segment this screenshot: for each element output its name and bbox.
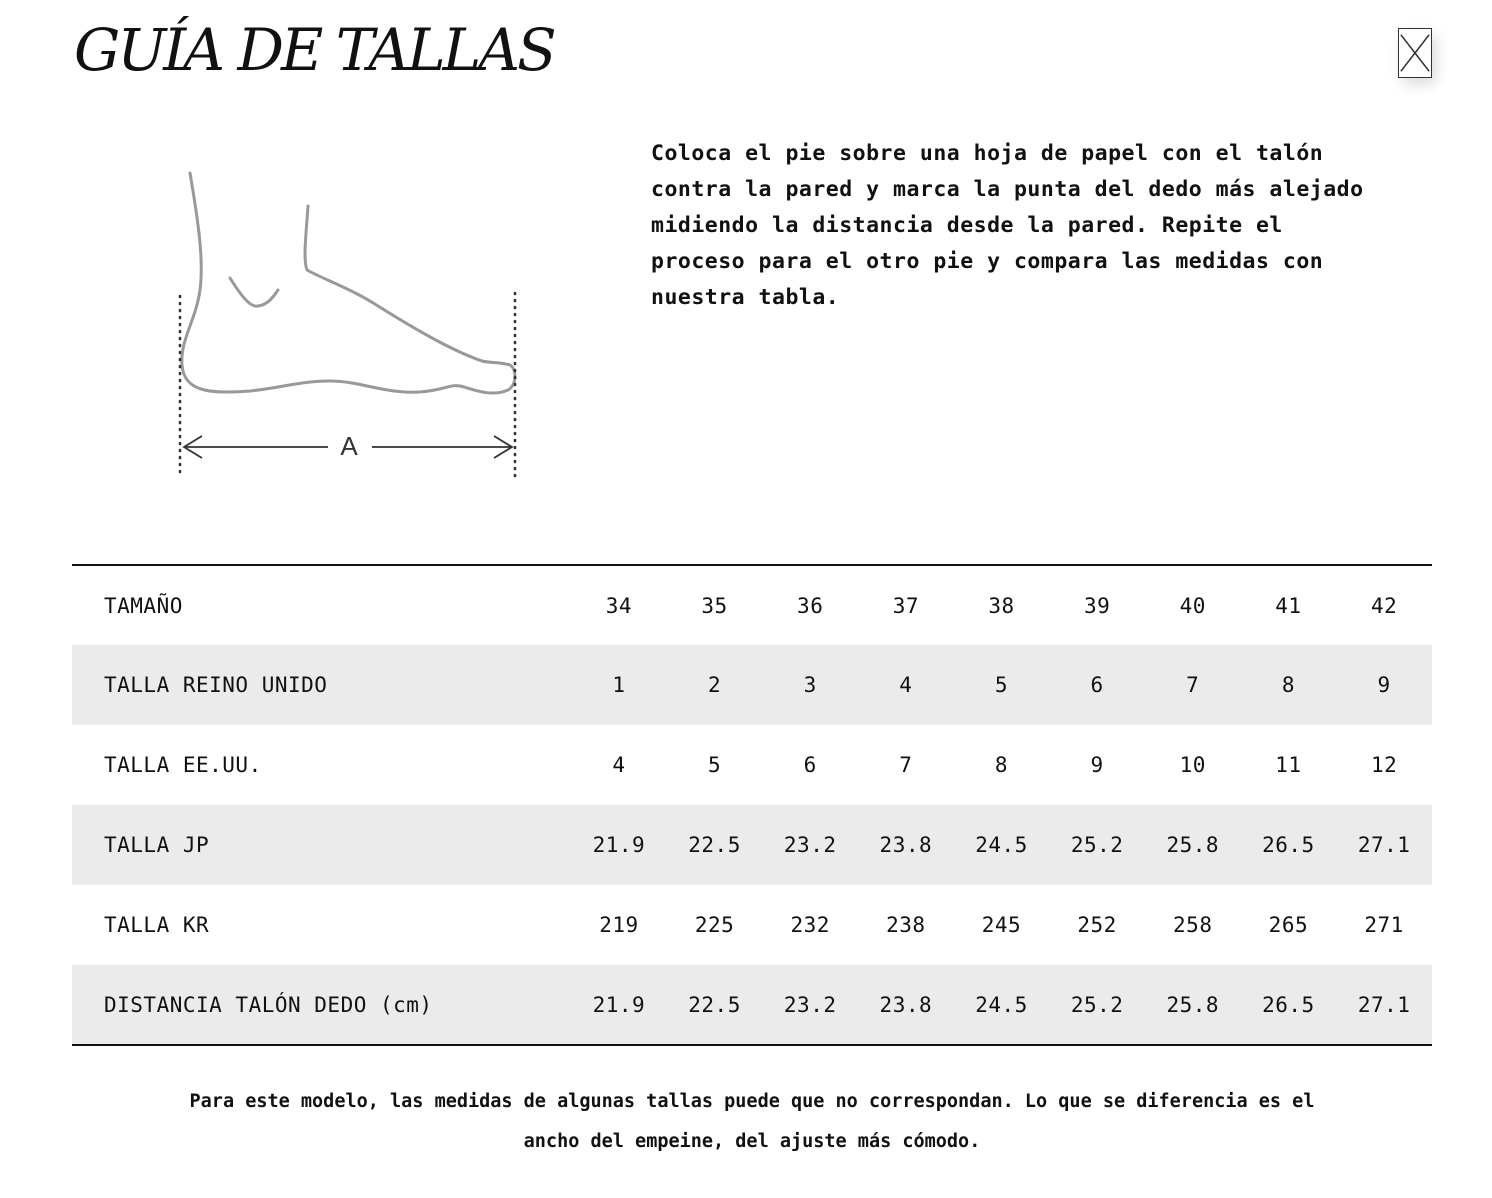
table-cell: 252 xyxy=(1077,913,1117,937)
table-cell: 26.5 xyxy=(1262,833,1315,857)
table-cell: 24.5 xyxy=(975,992,1028,1017)
measurement-instructions: Coloca el pie sobre una hoja de papel con el talón contra la pared y marca la punta del dedo más alejado midiendo la distancia desde la pared. Repite el proceso para el otro pie y compara las medidas con nuestra tabla. xyxy=(651,141,1364,310)
table-cell: 9 xyxy=(1090,753,1104,777)
table-cell: 10 xyxy=(1179,753,1206,777)
table-cell: 4 xyxy=(612,753,626,777)
table-cell: 6 xyxy=(803,753,817,777)
row-label: TALLA REINO UNIDO xyxy=(104,673,328,697)
page-title: GUÍA DE TALLAS xyxy=(74,16,554,84)
row-label: DISTANCIA TALÓN DEDO (cm) xyxy=(104,992,433,1017)
table-cell: 9 xyxy=(1377,673,1391,697)
table-cell: 23.2 xyxy=(783,992,837,1017)
table-cell: 36 xyxy=(797,593,824,618)
table-cell: 245 xyxy=(981,913,1022,937)
table-cell: 258 xyxy=(1173,913,1213,937)
table-cell: 5 xyxy=(994,673,1009,697)
table-cell: 225 xyxy=(694,913,735,937)
table-cell: 6 xyxy=(1090,673,1104,697)
table-cell: 4 xyxy=(899,673,913,697)
close-button[interactable] xyxy=(1398,28,1432,78)
row-label: TAMAÑO xyxy=(104,593,183,618)
table-cell: 21.9 xyxy=(592,833,646,857)
table-cell: 37 xyxy=(892,593,919,618)
table-cell: 35 xyxy=(701,593,728,618)
table-cell: 265 xyxy=(1268,913,1309,937)
table-cell: 24.5 xyxy=(975,833,1028,857)
table-cell: 21.9 xyxy=(592,992,646,1017)
table-cell: 8 xyxy=(994,753,1009,777)
table-cell: 219 xyxy=(599,913,639,937)
foot-measurement-illustration xyxy=(160,160,540,490)
measure-label: A xyxy=(340,431,358,461)
table-cell: 7 xyxy=(899,753,913,777)
table-cell: 40 xyxy=(1179,593,1206,618)
table-cell: 1 xyxy=(612,673,626,697)
table-cell: 5 xyxy=(707,753,722,777)
table-cell: 11 xyxy=(1275,753,1302,777)
table-cell: 23.8 xyxy=(879,833,933,857)
table-cell: 22.5 xyxy=(688,992,741,1017)
table-cell: 26.5 xyxy=(1262,992,1315,1017)
row-label: TALLA EE.UU. xyxy=(104,753,262,777)
table-cell: 23.2 xyxy=(783,833,837,857)
table-cell: 39 xyxy=(1083,593,1111,618)
table-cell: 7 xyxy=(1186,673,1200,697)
row-label: TALLA KR xyxy=(104,913,210,937)
table-cell: 27.1 xyxy=(1357,992,1411,1017)
table-cell: 23.8 xyxy=(879,992,933,1017)
table-row xyxy=(72,645,1432,725)
close-x-icon xyxy=(1399,29,1431,77)
table-cell: 3 xyxy=(803,673,817,697)
table-cell: 12 xyxy=(1370,753,1398,777)
table-cell: 38 xyxy=(988,593,1015,618)
table-cell: 25.2 xyxy=(1070,833,1124,857)
table-row xyxy=(72,965,1432,1045)
table-row xyxy=(72,805,1432,885)
table-row xyxy=(72,885,1432,965)
table-cell: 22.5 xyxy=(688,833,741,857)
table-cell: 232 xyxy=(790,913,830,937)
row-label: TALLA JP xyxy=(104,833,210,857)
table-cell: 238 xyxy=(886,913,926,937)
table-cell: 25.8 xyxy=(1166,992,1220,1017)
table-cell: 2 xyxy=(707,673,722,697)
table-cell: 27.1 xyxy=(1357,833,1411,857)
size-table xyxy=(72,564,1432,1046)
model-footnote: Para este modelo, las medidas de algunas tallas puede que no correspondan. Lo que se diferencia es el ancho del empeine, del ajuste más cómodo. xyxy=(189,1091,1315,1152)
table-row xyxy=(72,725,1432,805)
table-cell: 8 xyxy=(1281,673,1295,697)
table-cell: 42 xyxy=(1370,593,1398,618)
table-row xyxy=(72,565,1432,645)
table-cell: 34 xyxy=(605,593,633,618)
foot-measurement-icon xyxy=(160,160,540,490)
table-cell: 25.2 xyxy=(1070,992,1124,1017)
table-cell: 271 xyxy=(1364,913,1404,937)
table-cell: 41 xyxy=(1275,593,1302,618)
table-cell: 25.8 xyxy=(1166,833,1220,857)
